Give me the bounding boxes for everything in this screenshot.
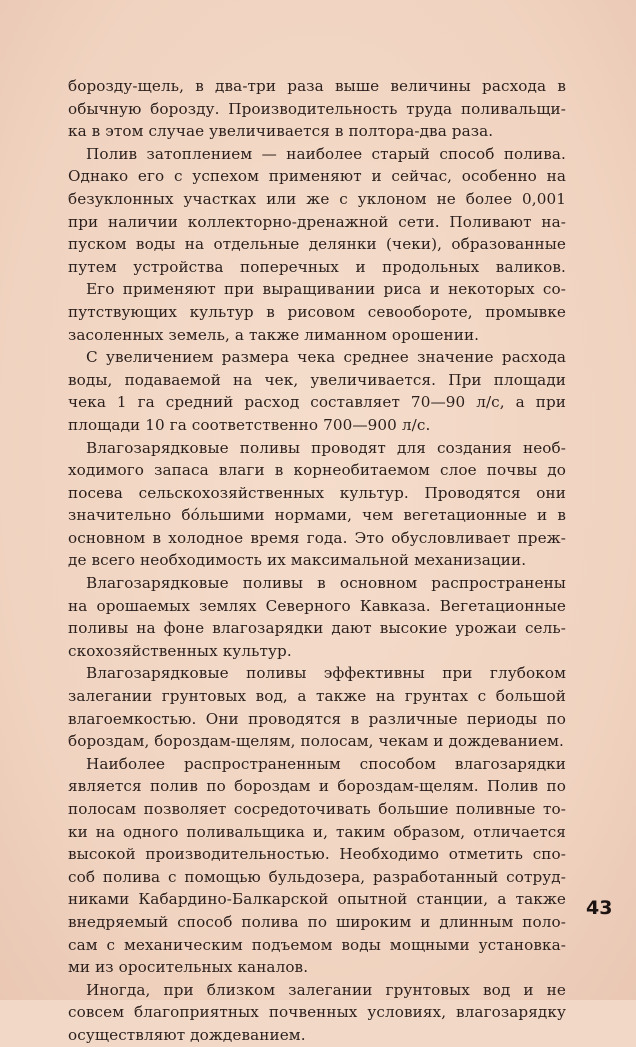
text-line: внедряемый способ полива по широким и длинным поло- <box>68 912 566 931</box>
text-line: является полив по бороздам и бороздам-щелям. Полив по <box>68 777 566 796</box>
text-line: Влагозарядковые поливы в основном распространены <box>86 574 566 593</box>
text-line: при наличии коллекторно-дренажной сети. Поливают на- <box>68 212 566 231</box>
text-line: путствующих культур в рисовом севообороте, промывке <box>68 302 566 321</box>
text-line: соб полива с помощью бульдозера, разработанный сотруд- <box>68 867 566 886</box>
page-number: 43 <box>586 897 613 919</box>
text-line: засоленных земель, а также лиманном орошении. <box>68 325 480 344</box>
text-line: бороздам, бороздам-щелям, полосам, чекам и дождеванием. <box>68 732 564 751</box>
text-line: никами Кабардино-Балкарской опытной станции, а также <box>68 890 566 909</box>
text-line: сам с механическим подъемом воды мощными установка- <box>68 935 566 954</box>
text-line: путем устройства поперечных и продольных валиков. <box>68 257 566 276</box>
text-line: влагоемкостью. Они проводятся в различные периоды по <box>68 709 566 728</box>
text-line: совсем благоприятных почвенных условиях, влагозарядку <box>68 1003 566 1022</box>
text-line: обычную борозду. Производительность труда поливальщи- <box>68 99 566 118</box>
text-line: воды, подаваемой на чек, увеличивается. При площади <box>68 370 566 389</box>
text-line: осуществляют дождеванием. <box>68 1025 306 1044</box>
text-line: де всего необходимость их максимальной механизации. <box>68 551 527 570</box>
text-line: посева сельскохозяйственных культур. Проводятся они <box>68 483 566 502</box>
text-line: безуклонных участках или же с уклоном не более 0,001 <box>68 189 566 208</box>
text-line: ки на одного поливальщика и, таким образом, отличается <box>68 822 566 841</box>
text-line: Полив затоплением — наиболее старый способ полива. <box>86 144 566 163</box>
text-line: Однако его с успехом применяют и сейчас, особенно на <box>68 167 566 186</box>
text-line: скохозяйственных культур. <box>68 641 292 660</box>
text-line: С увеличением размера чека среднее значение расхода <box>86 348 566 367</box>
text-line: пуском воды на отдельные делянки (чеки), образованные <box>68 235 566 254</box>
text-line: ми из оросительных каналов. <box>68 958 309 977</box>
body-text <box>68 75 566 1047</box>
text-line: борозду-щель, в два-три раза выше величины расхода в <box>68 77 566 95</box>
text-line: основном в холодное время года. Это обусловливает преж- <box>68 528 566 547</box>
text-line: Влагозарядковые поливы эффективны при глубоком <box>86 664 566 683</box>
text-line: залегании грунтовых вод, а также на грунтах с большой <box>68 687 566 706</box>
text-line: ка в этом случае увеличивается в полтора-два раза. <box>68 122 494 141</box>
text-line: полосам позволяет сосредоточивать большие поливные то- <box>68 800 566 818</box>
text-line: Влагозарядковые поливы проводят для создания необ- <box>86 438 566 457</box>
text-line: ходимого запаса влаги в корнеобитаемом слое почвы до <box>68 461 566 480</box>
text-line: Наиболее распространенным способом влагозарядки <box>86 754 566 773</box>
text-line: поливы на фоне влагозарядки дают высокие урожаи сель- <box>68 619 566 638</box>
text-line: значительно бо́льшими нормами, чем вегетационные и в <box>68 506 566 525</box>
text-line: высокой производительностью. Необходимо отметить спо- <box>68 845 566 864</box>
text-line: площади 10 га соответственно 700—900 л/с. <box>68 415 431 434</box>
text-line: Его применяют при выращивании риса и некоторых со- <box>86 280 566 299</box>
text-line: на орошаемых землях Северного Кавказа. Вегетационные <box>68 596 566 615</box>
text-line: чека 1 га средний расход составляет 70—90 л/с, а при <box>68 393 566 412</box>
text-line: Иногда, при близком залегании грунтовых вод и не <box>86 980 566 999</box>
